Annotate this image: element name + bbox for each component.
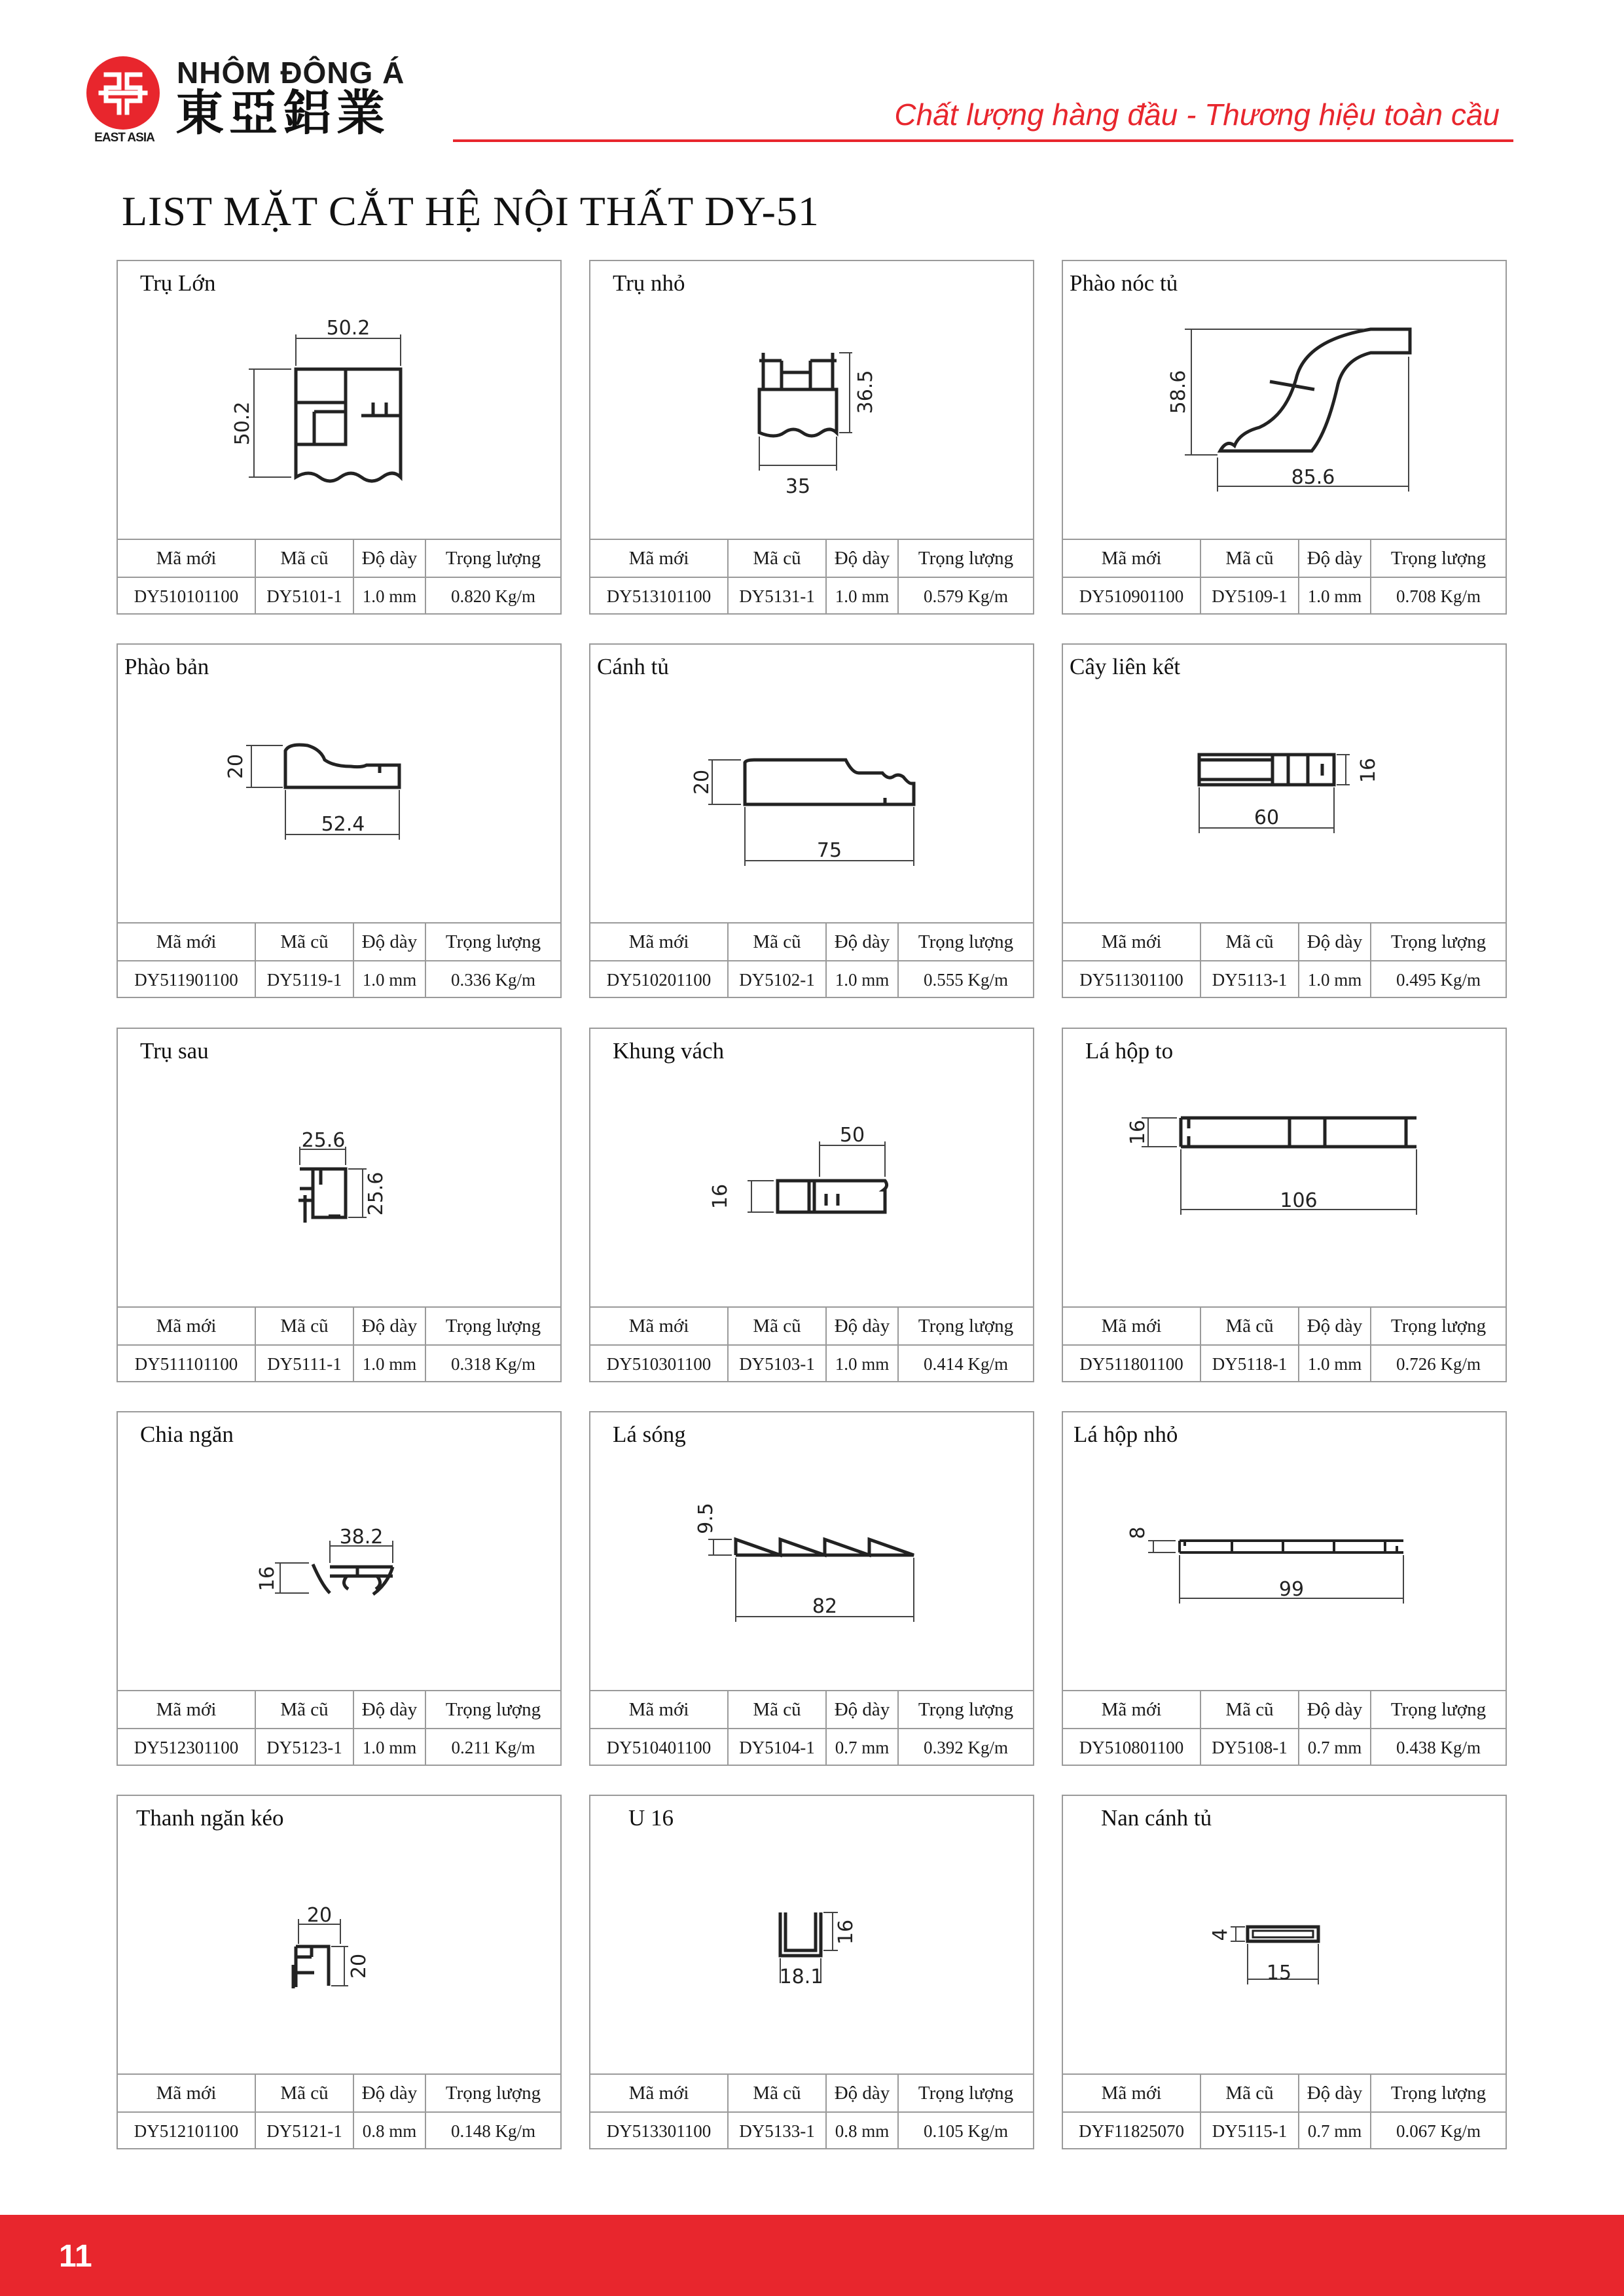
weight: 0.708 Kg/m <box>1371 577 1506 615</box>
product-card-khung-vach <box>589 1028 1034 1382</box>
dimension-label: 75 <box>816 839 842 862</box>
spec-table <box>590 922 1033 998</box>
dimension-label: 20 <box>348 1953 370 1979</box>
spec-table <box>1063 922 1506 998</box>
col-header-new-code: Mã mới <box>590 1307 728 1345</box>
col-header-weight: Trọng lượng <box>898 1691 1033 1729</box>
thickness: 1.0 mm <box>1299 1345 1371 1382</box>
old-code: DY5133-1 <box>728 2112 826 2149</box>
thickness: 1.0 mm <box>1299 577 1371 615</box>
product-card-thanh-ngan-keo <box>117 1795 562 2149</box>
col-header-weight: Trọng lượng <box>425 1307 560 1345</box>
product-name: Phào nóc tủ <box>1070 270 1178 296</box>
col-header-thickness: Độ dày <box>826 2074 898 2112</box>
profile-drawing <box>118 1796 560 2073</box>
spec-table <box>1063 539 1506 615</box>
col-header-old-code: Mã cũ <box>728 2074 826 2112</box>
profile-drawing <box>118 261 560 539</box>
col-header-weight: Trọng lượng <box>425 1691 560 1729</box>
dimension-label: 50.2 <box>231 401 254 446</box>
col-header-new-code: Mã mới <box>590 1691 728 1729</box>
thickness: 1.0 mm <box>826 1345 898 1382</box>
product-card-chia-ngan <box>117 1411 562 1766</box>
col-header-new-code: Mã mới <box>1063 539 1200 577</box>
col-header-old-code: Mã cũ <box>1200 2074 1299 2112</box>
dimension-label: 20 <box>691 769 713 795</box>
dimension-label: 18.1 <box>779 1965 823 1988</box>
thickness: 1.0 mm <box>826 577 898 615</box>
col-header-old-code: Mã cũ <box>728 1691 826 1729</box>
dimension-label: 60 <box>1254 806 1280 829</box>
page-header <box>0 0 1624 170</box>
old-code: DY5113-1 <box>1200 961 1299 998</box>
spec-table <box>118 539 560 615</box>
dimension-label: 25.6 <box>365 1172 388 1216</box>
new-code: DY513301100 <box>590 2112 728 2149</box>
thickness: 0.7 mm <box>1299 2112 1371 2149</box>
spec-table <box>590 2073 1033 2149</box>
spec-table <box>590 1306 1033 1382</box>
spec-table <box>590 1690 1033 1766</box>
col-header-thickness: Độ dày <box>1299 923 1371 961</box>
new-code: DY510301100 <box>590 1345 728 1382</box>
dimension-label: 15 <box>1266 1962 1292 1984</box>
spec-table <box>1063 2073 1506 2149</box>
col-header-weight: Trọng lượng <box>1371 2074 1506 2112</box>
dimension-label: 106 <box>1280 1189 1318 1212</box>
product-card-cay-lien-ket <box>1062 643 1507 998</box>
dimension-label: 99 <box>1278 1578 1305 1601</box>
product-card-tru-lon <box>117 260 562 615</box>
product-name: Lá sóng <box>613 1422 686 1447</box>
page-title: LIST MẶT CẮT HỆ NỘI THẤT DY-51 <box>122 188 820 234</box>
col-header-old-code: Mã cũ <box>255 923 353 961</box>
profile-drawing <box>1063 645 1506 922</box>
old-code: DY5131-1 <box>728 577 826 615</box>
col-header-thickness: Độ dày <box>1299 539 1371 577</box>
dimension-label: 20 <box>225 753 247 780</box>
col-header-weight: Trọng lượng <box>1371 1307 1506 1345</box>
col-header-old-code: Mã cũ <box>255 2074 353 2112</box>
product-card-phao-noc-tu <box>1062 260 1507 615</box>
product-name: Nan cánh tủ <box>1101 1805 1212 1831</box>
col-header-weight: Trọng lượng <box>425 2074 560 2112</box>
old-code: DY5103-1 <box>728 1345 826 1382</box>
col-header-old-code: Mã cũ <box>728 923 826 961</box>
weight: 0.438 Kg/m <box>1371 1729 1506 1766</box>
col-header-weight: Trọng lượng <box>1371 923 1506 961</box>
product-card-tru-sau <box>117 1028 562 1382</box>
old-code: DY5111-1 <box>255 1345 353 1382</box>
col-header-old-code: Mã cũ <box>728 1307 826 1345</box>
weight: 0.148 Kg/m <box>425 2112 560 2149</box>
dimension-label: 20 <box>306 1904 333 1927</box>
weight: 0.726 Kg/m <box>1371 1345 1506 1382</box>
new-code: DY511301100 <box>1063 961 1200 998</box>
product-name: Chia ngăn <box>140 1422 234 1447</box>
col-header-new-code: Mã mới <box>590 539 728 577</box>
dimension-label: 9.5 <box>695 1503 717 1534</box>
dimension-label: 50.2 <box>326 317 370 340</box>
dimension-label: 4 <box>1209 1928 1232 1941</box>
product-name: Trụ sau <box>140 1038 209 1064</box>
old-code: DY5108-1 <box>1200 1729 1299 1766</box>
product-card-u-16 <box>589 1795 1034 2149</box>
profile-drawing <box>1063 1412 1506 1690</box>
new-code: DY510101100 <box>118 577 255 615</box>
profile-drawing <box>590 261 1033 539</box>
product-name: Phào bản <box>124 654 209 679</box>
new-code: DY510801100 <box>1063 1729 1200 1766</box>
new-code: DY513101100 <box>590 577 728 615</box>
col-header-new-code: Mã mới <box>1063 923 1200 961</box>
new-code: DYF11825070 <box>1063 2112 1200 2149</box>
col-header-new-code: Mã mới <box>1063 2074 1200 2112</box>
col-header-new-code: Mã mới <box>118 923 255 961</box>
page-footer-bar <box>0 2215 1624 2296</box>
col-header-old-code: Mã cũ <box>255 1691 353 1729</box>
thickness: 1.0 mm <box>353 961 425 998</box>
spec-table <box>118 922 560 998</box>
col-header-thickness: Độ dày <box>1299 1691 1371 1729</box>
thickness: 1.0 mm <box>1299 961 1371 998</box>
col-header-new-code: Mã mới <box>1063 1307 1200 1345</box>
weight: 0.211 Kg/m <box>425 1729 560 1766</box>
new-code: DY511801100 <box>1063 1345 1200 1382</box>
col-header-thickness: Độ dày <box>353 2074 425 2112</box>
new-code: DY512301100 <box>118 1729 255 1766</box>
weight: 0.579 Kg/m <box>898 577 1033 615</box>
col-header-thickness: Độ dày <box>353 539 425 577</box>
product-card-canh-tu <box>589 643 1034 998</box>
col-header-new-code: Mã mới <box>118 1307 255 1345</box>
col-header-new-code: Mã mới <box>1063 1691 1200 1729</box>
thickness: 1.0 mm <box>353 1729 425 1766</box>
product-name: U 16 <box>628 1805 674 1831</box>
product-card-nan-canh-tu <box>1062 1795 1507 2149</box>
profile-drawing <box>590 1412 1033 1690</box>
weight: 0.318 Kg/m <box>425 1345 560 1382</box>
old-code: DY5121-1 <box>255 2112 353 2149</box>
slogan: Chất lượng hàng đầu - Thương hiệu toàn cầu <box>894 98 1500 132</box>
col-header-new-code: Mã mới <box>118 1691 255 1729</box>
spec-table <box>590 539 1033 615</box>
col-header-thickness: Độ dày <box>826 923 898 961</box>
thickness: 0.8 mm <box>353 2112 425 2149</box>
product-name: Thanh ngăn kéo <box>136 1805 284 1831</box>
col-header-weight: Trọng lượng <box>898 1307 1033 1345</box>
col-header-new-code: Mã mới <box>118 2074 255 2112</box>
thickness: 0.7 mm <box>826 1729 898 1766</box>
dimension-label: 82 <box>812 1595 838 1618</box>
brand-name-vn: NHÔM ĐÔNG Á <box>177 56 405 90</box>
old-code: DY5119-1 <box>255 961 353 998</box>
col-header-new-code: Mã mới <box>590 2074 728 2112</box>
col-header-thickness: Độ dày <box>353 1307 425 1345</box>
col-header-new-code: Mã mới <box>118 539 255 577</box>
old-code: DY5118-1 <box>1200 1345 1299 1382</box>
brand-name-cn: 東亞鋁業 <box>175 85 390 141</box>
col-header-weight: Trọng lượng <box>425 539 560 577</box>
dimension-label: 38.2 <box>339 1526 384 1549</box>
col-header-old-code: Mã cũ <box>255 539 353 577</box>
col-header-thickness: Độ dày <box>1299 2074 1371 2112</box>
weight: 0.336 Kg/m <box>425 961 560 998</box>
col-header-old-code: Mã cũ <box>728 539 826 577</box>
profile-drawing <box>118 1412 560 1690</box>
profile-drawing <box>1063 261 1506 539</box>
col-header-weight: Trọng lượng <box>898 539 1033 577</box>
new-code: DY510901100 <box>1063 577 1200 615</box>
col-header-thickness: Độ dày <box>826 1691 898 1729</box>
col-header-thickness: Độ dày <box>826 539 898 577</box>
old-code: DY5101-1 <box>255 577 353 615</box>
product-name: Cánh tủ <box>597 654 669 679</box>
dimension-label: 58.6 <box>1167 370 1190 414</box>
old-code: DY5115-1 <box>1200 2112 1299 2149</box>
dimension-label: 36.5 <box>854 370 877 414</box>
spec-table <box>1063 1690 1506 1766</box>
dimension-label: 35 <box>785 475 811 498</box>
new-code: DY511101100 <box>118 1345 255 1382</box>
page-number: 11 <box>59 2239 92 2274</box>
product-name: Trụ nhỏ <box>613 270 685 296</box>
dimension-label: 16 <box>256 1566 279 1592</box>
col-header-thickness: Độ dày <box>826 1307 898 1345</box>
dimension-label: 50 <box>839 1124 865 1147</box>
product-card-tru-nho <box>589 260 1034 615</box>
weight: 0.392 Kg/m <box>898 1729 1033 1766</box>
product-card-la-hop-nho <box>1062 1411 1507 1766</box>
col-header-thickness: Độ dày <box>353 923 425 961</box>
brand-en: EAST ASIA <box>94 131 154 145</box>
thickness: 0.8 mm <box>826 2112 898 2149</box>
col-header-old-code: Mã cũ <box>255 1307 353 1345</box>
col-header-weight: Trọng lượng <box>898 923 1033 961</box>
col-header-weight: Trọng lượng <box>1371 1691 1506 1729</box>
col-header-weight: Trọng lượng <box>425 923 560 961</box>
col-header-old-code: Mã cũ <box>1200 539 1299 577</box>
product-card-la-hop-to <box>1062 1028 1507 1382</box>
new-code: DY510401100 <box>590 1729 728 1766</box>
thickness: 1.0 mm <box>826 961 898 998</box>
col-header-old-code: Mã cũ <box>1200 923 1299 961</box>
product-name: Lá hộp nhỏ <box>1074 1422 1178 1447</box>
spec-table <box>118 2073 560 2149</box>
profile-drawing <box>1063 1796 1506 2073</box>
east-asia-logo-icon <box>86 56 160 130</box>
product-name: Khung vách <box>613 1038 725 1064</box>
old-code: DY5123-1 <box>255 1729 353 1766</box>
dimension-label: 16 <box>1357 757 1380 783</box>
weight: 0.105 Kg/m <box>898 2112 1033 2149</box>
weight: 0.414 Kg/m <box>898 1345 1033 1382</box>
profile-drawing <box>590 1796 1033 2073</box>
profile-drawing <box>118 645 560 922</box>
thickness: 0.7 mm <box>1299 1729 1371 1766</box>
col-header-weight: Trọng lượng <box>1371 539 1506 577</box>
spec-table <box>118 1690 560 1766</box>
old-code: DY5104-1 <box>728 1729 826 1766</box>
col-header-new-code: Mã mới <box>590 923 728 961</box>
weight: 0.067 Kg/m <box>1371 2112 1506 2149</box>
old-code: DY5102-1 <box>728 961 826 998</box>
product-name: Lá hộp to <box>1085 1038 1174 1064</box>
product-card-phao-ban <box>117 643 562 998</box>
dimension-label: 25.6 <box>301 1129 346 1152</box>
dimension-label: 16 <box>709 1183 732 1210</box>
dimension-label: 16 <box>835 1919 857 1945</box>
profile-drawing <box>590 645 1033 922</box>
dimension-label: 85.6 <box>1291 466 1335 489</box>
weight: 0.820 Kg/m <box>425 577 560 615</box>
old-code: DY5109-1 <box>1200 577 1299 615</box>
dimension-label: 52.4 <box>321 813 365 836</box>
weight: 0.555 Kg/m <box>898 961 1033 998</box>
profile-drawing <box>118 1029 560 1306</box>
thickness: 1.0 mm <box>353 577 425 615</box>
col-header-old-code: Mã cũ <box>1200 1691 1299 1729</box>
spec-table <box>1063 1306 1506 1382</box>
thickness: 1.0 mm <box>353 1345 425 1382</box>
product-card-la-song <box>589 1411 1034 1766</box>
slogan-underline <box>453 139 1513 142</box>
col-header-thickness: Độ dày <box>353 1691 425 1729</box>
profile-drawing <box>1063 1029 1506 1306</box>
col-header-thickness: Độ dày <box>1299 1307 1371 1345</box>
col-header-old-code: Mã cũ <box>1200 1307 1299 1345</box>
new-code: DY512101100 <box>118 2112 255 2149</box>
spec-table <box>118 1306 560 1382</box>
product-name: Trụ Lớn <box>140 270 216 296</box>
product-name: Cây liên kết <box>1070 654 1181 679</box>
profile-drawing <box>590 1029 1033 1306</box>
dimension-label: 8 <box>1127 1526 1149 1539</box>
weight: 0.495 Kg/m <box>1371 961 1506 998</box>
new-code: DY511901100 <box>118 961 255 998</box>
dimension-label: 16 <box>1127 1119 1149 1145</box>
col-header-weight: Trọng lượng <box>898 2074 1033 2112</box>
new-code: DY510201100 <box>590 961 728 998</box>
